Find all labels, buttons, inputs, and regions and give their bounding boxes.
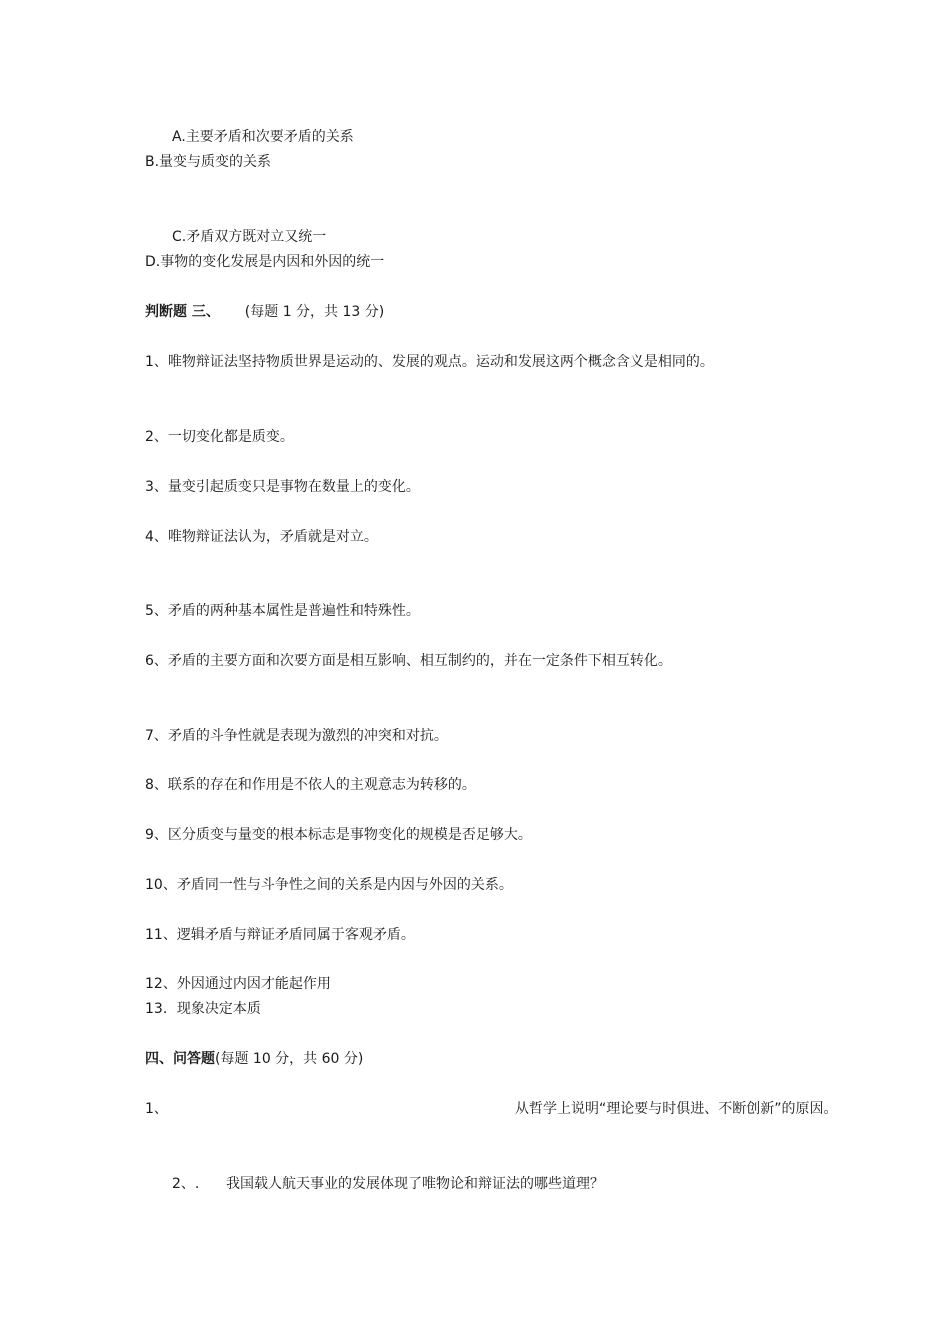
option-d: D.事物的变化发展是内因和外因的统一 [145, 254, 385, 270]
qa-item-1-text: 从哲学上说明“理论要与时俱进、不断创新”的原因。 [515, 1101, 838, 1117]
option-c: C.矛盾双方既对立又统一 [172, 229, 327, 245]
tf-item-2: 2、一切变化都是质变。 [145, 429, 294, 445]
tf-item-8: 8、联系的存在和作用是不依人的主观意志为转移的。 [145, 777, 476, 793]
section4-note: (每题 10 分，共 60 分) [215, 1051, 364, 1067]
tf-item-13: 13．现象决定本质 [145, 1001, 261, 1017]
section4-heading [145, 1049, 363, 1069]
section3-note: (每题 1 分，共 13 分) [244, 304, 385, 320]
tf-item-7: 7、矛盾的斗争性就是表现为激烈的冲突和对抗。 [145, 728, 448, 744]
option-b: B.量变与质变的关系 [145, 154, 272, 170]
qa-item-1 [145, 1099, 838, 1119]
tf-item-12: 12、外因通过内因才能起作用 [145, 976, 331, 992]
option-a: A.主要矛盾和次要矛盾的关系 [172, 129, 354, 145]
section3-title: 判断题 三、 [145, 304, 220, 320]
qa-item-1-number: 1、 [145, 1101, 168, 1117]
tf-item-1: 1、唯物辩证法坚持物质世界是运动的、发展的观点。运动和发展这两个概念含义是相同的。 [145, 354, 714, 370]
tf-item-3: 3、量变引起质变只是事物在数量上的变化。 [145, 479, 420, 495]
tf-item-11: 11、逻辑矛盾与辩证矛盾同属于客观矛盾。 [145, 927, 415, 943]
tf-item-6: 6、矛盾的主要方面和次要方面是相互影响、相互制约的，并在一定条件下相互转化。 [145, 653, 672, 669]
section3-heading [145, 302, 384, 322]
tf-item-5: 5、矛盾的两种基本属性是普遍性和特殊性。 [145, 603, 420, 619]
tf-item-10: 10、矛盾同一性与斗争性之间的关系是内因与外因的关系。 [145, 877, 513, 893]
qa-item-2: 2、. 我国载人航天事业的发展体现了唯物论和辩证法的哪些道理？ [172, 1176, 605, 1192]
tf-item-9: 9、区分质变与量变的根本标志是事物变化的规模是否足够大。 [145, 827, 532, 843]
section4-title: 四、问答题 [145, 1051, 215, 1067]
tf-item-4: 4、唯物辩证法认为，矛盾就是对立。 [145, 529, 378, 545]
